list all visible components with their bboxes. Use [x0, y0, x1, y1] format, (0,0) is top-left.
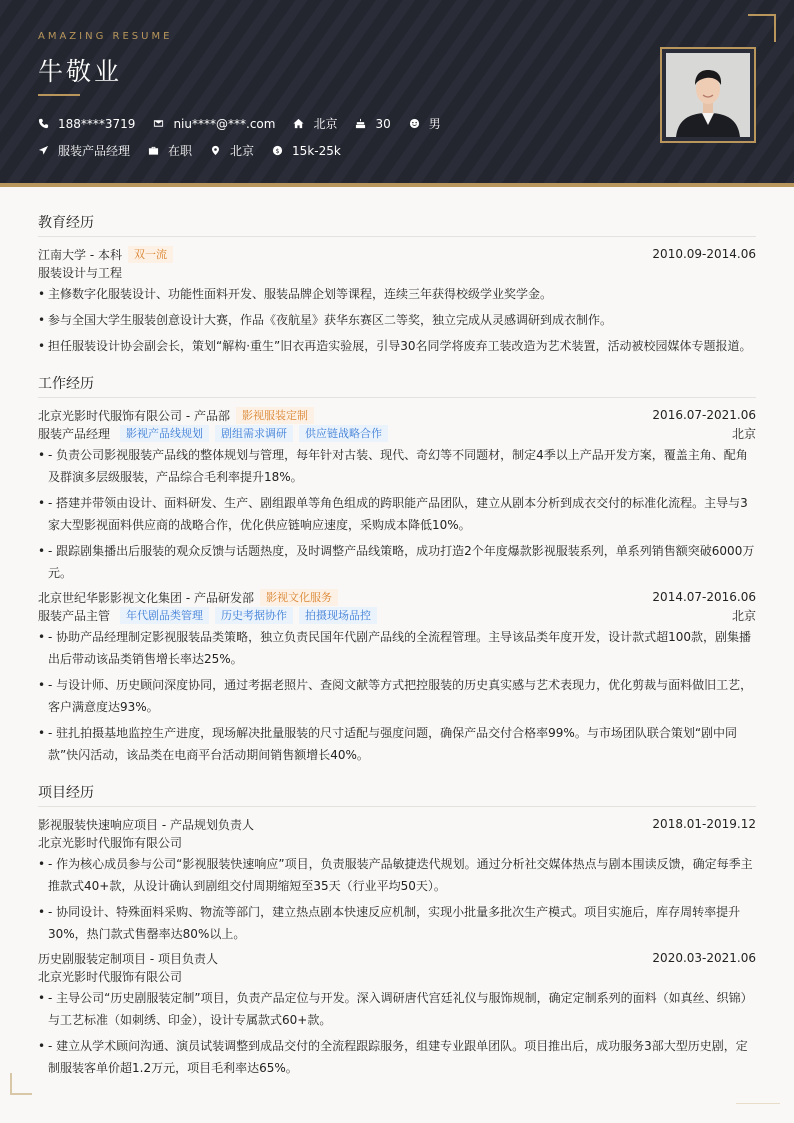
- position-value: 服装产品经理: [58, 144, 131, 158]
- face-icon: [409, 118, 420, 129]
- education-section: [38, 212, 756, 357]
- skill-tag: 年代剧品类管理: [120, 607, 209, 624]
- list-item: • 担任服装设计协会副会长，策划“解构·重生”旧衣再造实验展，引导30名同学将废弃工装改造为艺术装置，活动被校园媒体专题报道。: [38, 335, 756, 357]
- list-item: • - 搭建并带领由设计、面料研发、生产、剧组跟单等角色组成的跨职能产品团队，建立从剧本分析到成衣交付的标准化流程。主导与3家大型影视面料供应商的战略合作，优化供应链响应速度，采购成本降低10%。: [38, 492, 756, 536]
- project-entry: [38, 815, 756, 945]
- project-company: 北京光影时代服饰有限公司: [38, 969, 183, 984]
- status-value: 在职: [168, 144, 193, 158]
- section-title-work: 工作经历: [38, 373, 756, 398]
- project-bullets: [38, 853, 756, 945]
- corner-ornament: [10, 1073, 32, 1095]
- list-item: • - 建立从学术顾问沟通、演员试装调整到成品交付的全流程跟踪服务，组建专业跟单团队。项目推出后，成功服务3部大型历史剧，定制服装客单价超1.2万元，项目毛利率达65%。: [38, 1035, 756, 1079]
- skill-tag: 影视产品线规划: [120, 425, 209, 442]
- education-entry-head: [38, 245, 756, 263]
- profile-photo: [666, 53, 750, 137]
- location-value: 北京: [230, 144, 255, 158]
- phone-item: [38, 117, 135, 131]
- email-item: [153, 117, 275, 131]
- list-item: • - 协同设计、特殊面料采购、物流等部门，建立热点剧本快速反应机制，实现小批量多批次生产模式。项目实施后，库存周转率提升30%，热门款式售罄率达80%以上。: [38, 901, 756, 945]
- company-tag: 影视服装定制: [236, 407, 314, 424]
- education-major-row: [38, 263, 756, 281]
- list-item: • - 主导公司“历史剧服装定制”项目，负责产品定位与开发。深入调研唐代宫廷礼仪与服饰规制，确定定制系列的面料（如真丝、织锦）与工艺标准（如刺绣、印金），设计专属款式60+款。: [38, 987, 756, 1031]
- job-bullets: [38, 626, 756, 766]
- phone-value: 188****3719: [58, 116, 136, 131]
- gender-item: [409, 115, 441, 132]
- send-icon: [38, 145, 49, 156]
- list-item: • - 作为核心成员参与公司“影视服装快速响应”项目，负责服装产品敏捷迭代规划。通过分析社交媒体热点与剧本围读反馈，确定每季主推款式40+款，从设计确认到剧组交付周期缩短至35天（行业平均50天）。: [38, 853, 756, 897]
- candidate-name: 牛敬业: [38, 57, 123, 86]
- company-name: 北京光影时代服饰有限公司 - 产品部: [38, 408, 230, 423]
- corner-ornament: [748, 14, 776, 42]
- list-item: • 主修数字化服装设计、功能性面料开发、服装品牌企划等课程，连续三年获得校级学业奖学金。: [38, 283, 756, 305]
- project-company-row: [38, 833, 756, 851]
- project-company: 北京光影时代服饰有限公司: [38, 835, 183, 850]
- resume-subtitle: AMAZING RESUME: [38, 31, 173, 42]
- job-city: 北京: [731, 608, 756, 623]
- section-title-projects: 项目经历: [38, 782, 756, 807]
- section-title-education: 教育经历: [38, 212, 756, 237]
- job-date: 2016.07-2021.06: [652, 408, 756, 422]
- project-name: 历史剧服装定制项目 - 项目负责人: [38, 951, 218, 966]
- project-entry: [38, 949, 756, 1079]
- company-tag: 影视文化服务: [260, 589, 338, 606]
- salary-value: 15k-25k: [292, 143, 341, 158]
- work-section: [38, 373, 756, 766]
- city-value: 北京: [313, 117, 338, 131]
- email-value: niu****@***.com: [173, 116, 276, 131]
- list-item: • - 驻扎拍摄基地监控生产进度，现场解决批量服装的尺寸适配与强度问题，确保产品交付合格率99%。与市场团队联合策划“剧中同款”快闪活动，该品类在电商平台活动期间销售额增长40%。: [38, 722, 756, 766]
- list-item: • - 协助产品经理制定影视服装品类策略，独立负责民国年代剧产品线的全流程管理。主导该品类年度开发，设计款式超100款，剧集播出后带动该品类销售增长率达25%。: [38, 626, 756, 670]
- project-entry-head: [38, 815, 756, 833]
- job-role-row: [38, 606, 756, 624]
- skill-tag: 历史考据协作: [215, 607, 293, 624]
- job-bullets: [38, 444, 756, 584]
- profile-photo-frame: [660, 47, 756, 143]
- project-company-row: [38, 967, 756, 985]
- skill-tag: 供应链战略合作: [299, 425, 388, 442]
- city-item: [293, 115, 337, 132]
- project-entry-head: [38, 949, 756, 967]
- location-item: [210, 142, 254, 159]
- job-entry-head: [38, 406, 756, 424]
- project-date: 2020.03-2021.06: [652, 951, 756, 965]
- project-name: 影视服装快速响应项目 - 产品规划负责人: [38, 817, 254, 832]
- list-item: • - 负责公司影视服装产品线的整体规划与管理，每年针对古装、现代、奇幻等不同题材，制定4季以上产品开发方案，覆盖主角、配角及群演多层级服装，产品综合毛利率提升18%。: [38, 444, 756, 488]
- money-icon: [272, 145, 283, 156]
- resume-content: [38, 212, 756, 1095]
- gender-value: 男: [428, 117, 441, 131]
- job-role-row: [38, 424, 756, 442]
- job-role: 服装产品主管: [38, 608, 111, 623]
- job-entry-head: [38, 588, 756, 606]
- skill-tag: 剧组需求调研: [215, 425, 293, 442]
- job-entry: [38, 406, 756, 584]
- status-item: [148, 142, 192, 159]
- school-tag: 双一流: [128, 246, 173, 263]
- name-underline: [38, 94, 80, 96]
- cake-icon: [355, 118, 366, 129]
- age-item: [355, 117, 390, 131]
- phone-icon: [38, 118, 49, 129]
- resume-header: [0, 0, 794, 187]
- briefcase-icon: [148, 145, 159, 156]
- svg-text:$: $: [275, 146, 280, 155]
- job-role: 服装产品经理: [38, 426, 111, 441]
- age-value: 30: [375, 116, 391, 131]
- skill-tag: 拍摄现场品控: [299, 607, 377, 624]
- list-item: • 参与全国大学生服装创意设计大赛，作品《夜航星》获华东赛区二等奖，独立完成从灵感调研到成衣制作。: [38, 309, 756, 331]
- contact-row: [38, 115, 459, 132]
- list-item: • - 与设计师、历史顾问深度协同，通过考据老照片、查阅文献等方式把控服装的历史真实感与艺术表现力，优化剪裁与面料做旧工艺，客户满意度达93%。: [38, 674, 756, 718]
- home-icon: [293, 118, 304, 129]
- mail-icon: [153, 118, 164, 129]
- major: 服装设计与工程: [38, 265, 123, 280]
- job-entry: [38, 588, 756, 766]
- project-section: [38, 782, 756, 1079]
- job-date: 2014.07-2016.06: [652, 590, 756, 604]
- job-intent-row: [38, 142, 359, 159]
- list-item: • - 跟踪剧集播出后服装的观众反馈与话题热度，及时调整产品线策略，成功打造2个年度爆款影视服装系列，单系列销售额突破6000万元。: [38, 540, 756, 584]
- salary-item: [272, 144, 341, 158]
- divider: [736, 1103, 780, 1104]
- education-date: 2010.09-2014.06: [652, 247, 756, 261]
- school-name: 江南大学 - 本科: [38, 247, 122, 262]
- location-pin-icon: [210, 145, 221, 156]
- project-bullets: [38, 987, 756, 1079]
- position-item: [38, 142, 130, 159]
- portrait-image: [666, 53, 750, 137]
- company-name: 北京世纪华影影视文化集团 - 产品研发部: [38, 590, 254, 605]
- job-city: 北京: [731, 426, 756, 441]
- education-bullets: [38, 283, 756, 357]
- project-date: 2018.01-2019.12: [652, 817, 756, 831]
